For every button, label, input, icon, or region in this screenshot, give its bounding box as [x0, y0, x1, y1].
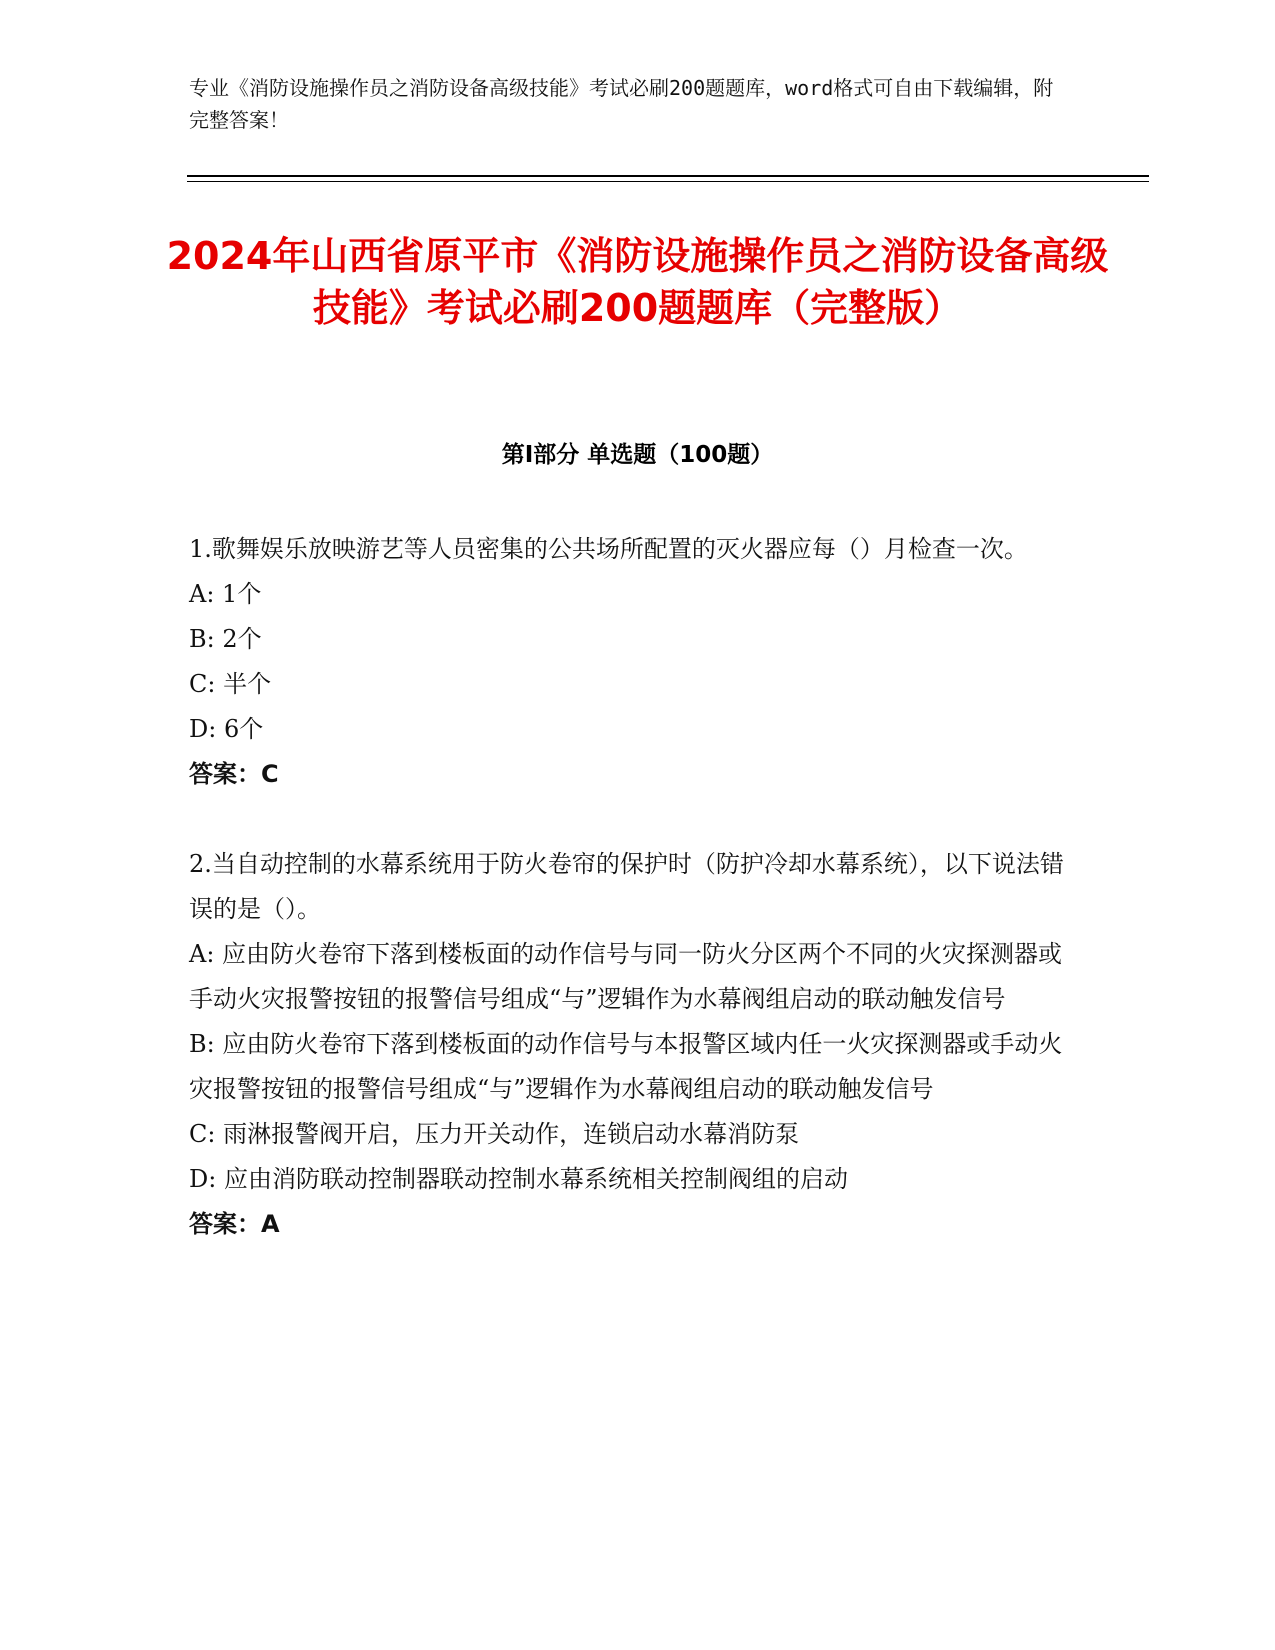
question-text: 2.当自动控制的水幕系统用于防火卷帘的保护时（防护冷却水幕系统），以下说法错误的是（）。 [189, 850, 1064, 923]
header-divider-thin [187, 181, 1149, 182]
option-c: C: 半个 [189, 670, 272, 698]
document-title: 2024年山西省原平市《消防设施操作员之消防设备高级技能》考试必刷200题题库（完整版） [166, 234, 1109, 330]
option-b: B: 应由防火卷帘下落到楼板面的动作信号与本报警区域内任一火灾探测器或手动火灾报警按钮的报警信号组成“与”逻辑作为水幕阀组启动的联动触发信号 [189, 1030, 1063, 1103]
answer-line: 答案：C [189, 760, 279, 788]
header-divider-thick [187, 175, 1149, 177]
header-note: 专业《消防设施操作员之消防设备高级技能》考试必刷200题题库，word格式可自由下载编辑，附完整答案！ [189, 76, 1054, 132]
question-item [189, 527, 1069, 797]
answer-line: 答案：A [189, 1210, 280, 1238]
option-d: D: 应由消防联动控制器联动控制水幕系统相关控制阀组的启动 [189, 1165, 848, 1193]
option-a: A: 1个 [189, 580, 262, 608]
option-d: D: 6个 [189, 715, 264, 743]
question-text: 1.歌舞娱乐放映游艺等人员密集的公共场所配置的灭火器应每（）月检查一次。 [189, 535, 1028, 563]
section-heading: 第I部分 单选题（100题） [501, 442, 774, 468]
question-list [189, 527, 1069, 1292]
question-item [189, 842, 1069, 1247]
option-b: B: 2个 [189, 625, 262, 653]
option-c: C: 雨淋报警阀开启，压力开关动作，连锁启动水幕消防泵 [189, 1120, 800, 1148]
option-a: A: 应由防火卷帘下落到楼板面的动作信号与同一防火分区两个不同的火灾探测器或手动火灾报警按钮的报警信号组成“与”逻辑作为水幕阀组启动的联动触发信号 [189, 940, 1063, 1013]
